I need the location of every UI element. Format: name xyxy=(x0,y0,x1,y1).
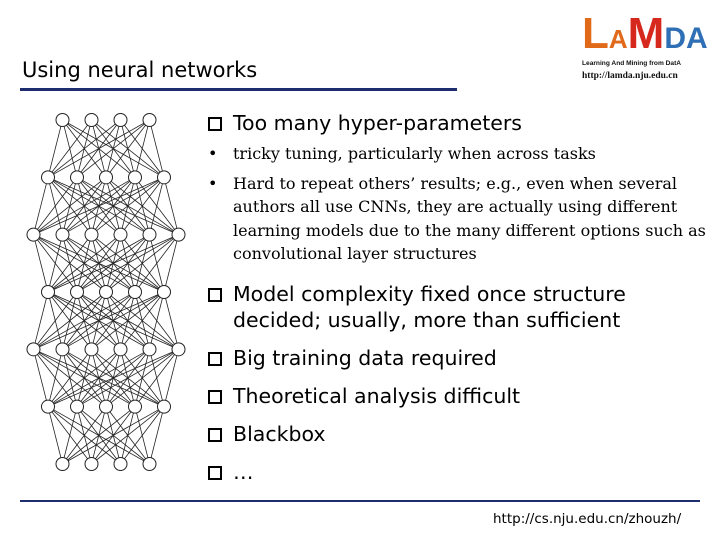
network-node xyxy=(100,286,113,299)
bullet-hyper-parameters xyxy=(206,110,706,136)
logo-letter-a: A xyxy=(608,24,628,54)
network-connection xyxy=(48,349,121,406)
network-node xyxy=(85,228,98,241)
square-bullet-icon xyxy=(208,428,222,442)
network-connection xyxy=(48,120,63,177)
network-node xyxy=(158,400,171,413)
network-node xyxy=(42,171,55,184)
network-node xyxy=(158,171,171,184)
bullet-training-data xyxy=(206,345,706,371)
network-connection xyxy=(34,177,136,234)
bullet-text: Theoretical analysis difficult xyxy=(233,383,521,408)
square-bullet-icon xyxy=(208,390,222,404)
network-node xyxy=(100,171,113,184)
network-connection xyxy=(77,349,179,406)
neural-network-diagram xyxy=(18,112,203,477)
network-connection xyxy=(150,120,165,177)
network-connection xyxy=(34,292,107,349)
network-connection xyxy=(48,407,63,464)
network-connection xyxy=(106,349,179,406)
network-node xyxy=(56,343,69,356)
network-connection xyxy=(48,120,92,177)
network-connection xyxy=(150,407,165,464)
network-connection xyxy=(48,349,150,406)
network-node xyxy=(129,171,142,184)
network-connection xyxy=(34,177,165,234)
network-connection xyxy=(34,292,165,349)
bullet-model-complexity xyxy=(206,281,706,333)
sub-bullet-repeat-results xyxy=(206,172,706,266)
network-connection xyxy=(63,292,165,349)
network-connection xyxy=(34,177,78,234)
network-connection xyxy=(48,235,179,292)
logo-letters-da: DA xyxy=(664,22,708,55)
network-connection xyxy=(164,177,179,234)
lamda-logo xyxy=(580,9,710,84)
network-node xyxy=(114,458,127,471)
network-node xyxy=(42,400,55,413)
logo-letter-l: L xyxy=(582,9,609,58)
network-node xyxy=(27,343,40,356)
square-bullet-icon xyxy=(208,466,222,480)
network-connection xyxy=(164,349,179,406)
network-node xyxy=(172,228,185,241)
network-node xyxy=(85,114,98,127)
footer-url: http://cs.nju.edu.cn/zhouzh/ xyxy=(493,511,682,527)
network-connection xyxy=(63,407,165,464)
logo-wordmark xyxy=(582,9,708,58)
network-connection xyxy=(48,349,63,406)
network-node xyxy=(143,458,156,471)
network-node xyxy=(85,458,98,471)
bullet-text: Big training data required xyxy=(233,345,497,370)
square-bullet-icon xyxy=(208,117,222,131)
square-bullet-icon xyxy=(208,288,222,302)
network-connection xyxy=(34,292,78,349)
network-connection xyxy=(135,120,150,177)
network-node xyxy=(143,343,156,356)
bullet-text: … xyxy=(233,459,254,484)
sub-bullet-tuning xyxy=(206,142,706,166)
network-connection xyxy=(48,235,63,292)
network-connection xyxy=(150,292,165,349)
network-node xyxy=(27,228,40,241)
network-node xyxy=(56,228,69,241)
dot-bullet-icon: • xyxy=(208,144,218,163)
network-node xyxy=(114,228,127,241)
network-connection xyxy=(48,235,150,292)
network-node xyxy=(143,228,156,241)
network-connection xyxy=(48,349,179,406)
network-connection xyxy=(135,349,179,406)
network-connection xyxy=(34,177,107,234)
logo-tagline: Learning And Mining from DatA xyxy=(582,60,682,67)
network-connection xyxy=(92,292,165,349)
footer-rule xyxy=(20,500,700,502)
slide-title: Using neural networks xyxy=(22,58,258,82)
network-connection xyxy=(34,235,49,292)
network-node xyxy=(71,171,84,184)
logo-letter-m: M xyxy=(627,9,665,58)
network-node xyxy=(100,400,113,413)
network-connection xyxy=(106,235,179,292)
network-connection xyxy=(34,292,136,349)
logo-url: http://lamda.nju.edu.cn xyxy=(582,71,678,81)
network-connection xyxy=(48,120,150,177)
title-underline xyxy=(20,88,457,91)
network-connection xyxy=(77,120,150,177)
sub-bullet-text: Hard to repeat others’ results; e.g., even when several authors all use CNNs, they are actually using different learning models due to the many different options such as convolutional layer structures xyxy=(233,173,706,263)
network-connection xyxy=(92,177,165,234)
bullet-text: Model complexity fixed once structure decided; usually, more than sufficient xyxy=(233,281,626,332)
bullet-text: Too many hyper-parameters xyxy=(233,111,522,135)
network-connection xyxy=(34,177,49,234)
network-connection xyxy=(63,407,136,464)
network-node xyxy=(85,343,98,356)
bullet-text: Blackbox xyxy=(233,421,326,446)
network-connection xyxy=(121,407,165,464)
network-connection xyxy=(48,235,121,292)
bullet-list xyxy=(206,110,706,485)
network-node xyxy=(42,286,55,299)
network-node xyxy=(71,286,84,299)
bullet-blackbox xyxy=(206,421,706,447)
network-node xyxy=(129,286,142,299)
network-node xyxy=(114,343,127,356)
network-node xyxy=(129,400,142,413)
bullet-theoretical-analysis xyxy=(206,383,706,409)
network-connection xyxy=(150,177,165,234)
network-connection xyxy=(164,292,179,349)
sub-bullet-text: tricky tuning, particularly when across tasks xyxy=(233,144,596,163)
network-node xyxy=(172,343,185,356)
network-connection xyxy=(48,120,121,177)
network-node xyxy=(158,286,171,299)
network-connection xyxy=(34,349,49,406)
square-bullet-icon xyxy=(208,352,222,366)
network-node xyxy=(143,114,156,127)
network-connection xyxy=(77,235,179,292)
network-connection xyxy=(164,235,179,292)
network-connection xyxy=(34,292,49,349)
network-node xyxy=(71,400,84,413)
network-connection xyxy=(63,177,165,234)
network-connection xyxy=(135,235,179,292)
bullet-ellipsis xyxy=(206,459,706,485)
network-node xyxy=(114,114,127,127)
network-connection xyxy=(63,407,78,464)
dot-bullet-icon: • xyxy=(208,173,218,193)
network-node xyxy=(56,458,69,471)
network-node xyxy=(56,114,69,127)
network-connection xyxy=(92,407,165,464)
